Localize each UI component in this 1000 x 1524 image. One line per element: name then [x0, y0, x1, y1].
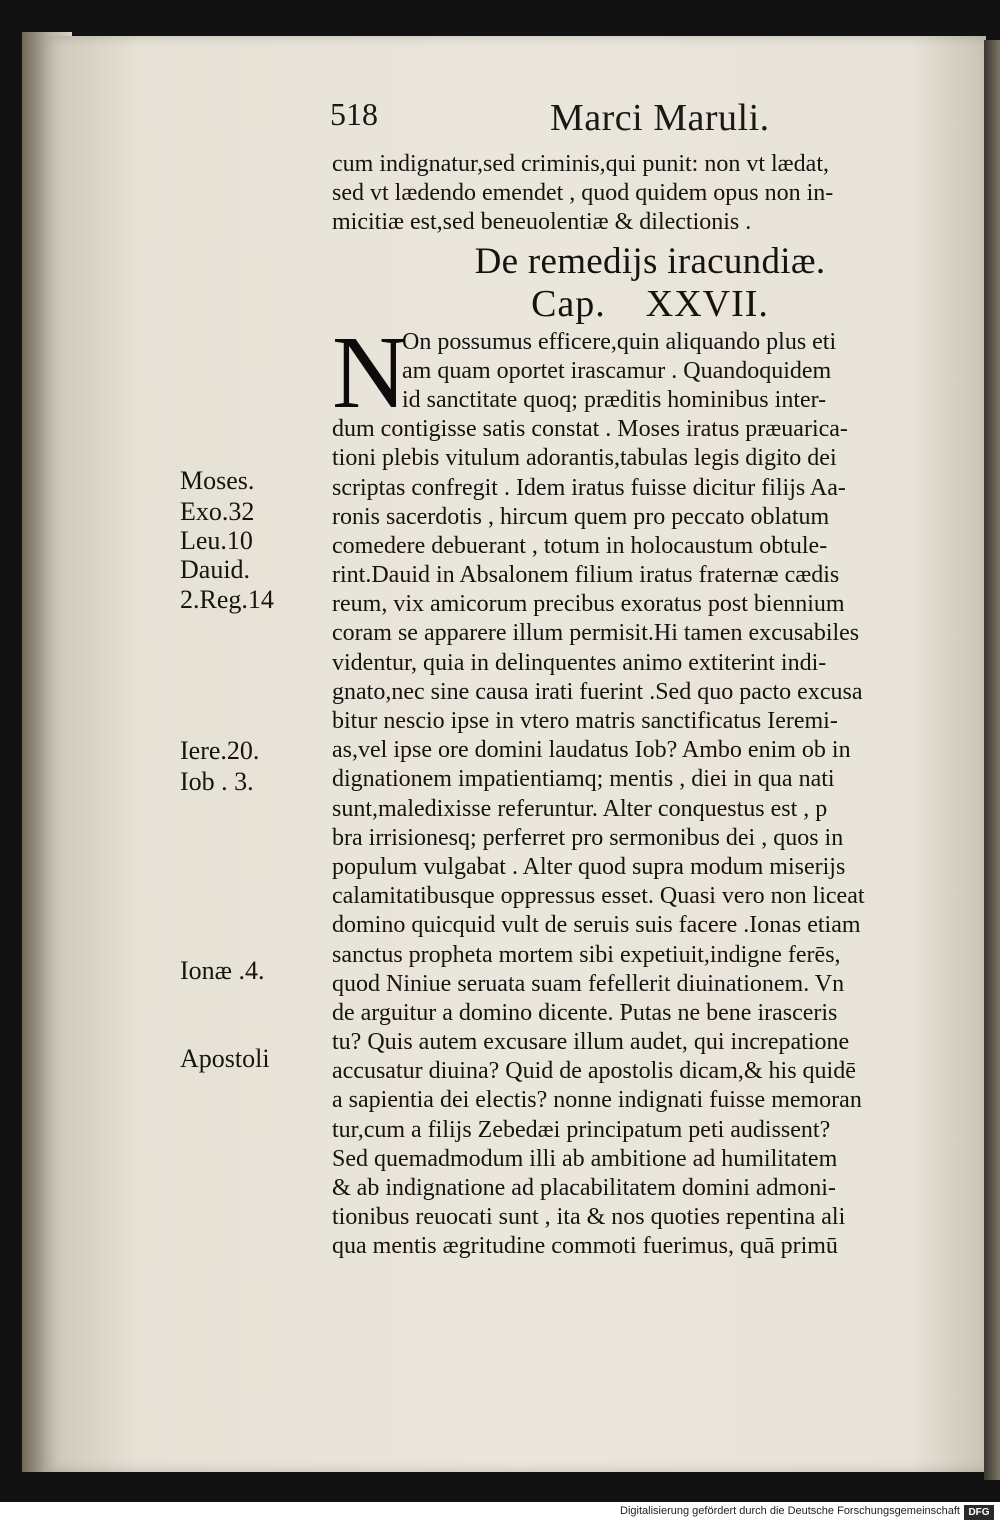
text-line: am quam oportet irascamur . Quandoquidem: [402, 357, 832, 384]
text-line: rint.Dauid in Absalonem filium iratus fraternæ cædis: [332, 562, 840, 589]
text-line: gnato,nec sine causa irati fuerint .Sed quo pacto excusa: [332, 678, 863, 705]
drop-cap: N: [332, 314, 408, 430]
margin-note: Apostoli: [180, 1044, 270, 1073]
text-line: scriptas confregit . Idem iratus fuisse dicitur filijs Aa-: [332, 474, 846, 501]
text-line: coram se apparere illum permisit.Hi tamen excusabiles: [332, 620, 860, 647]
text-line: & ab indignatione ad placabilitatem domini admoni-: [332, 1175, 836, 1201]
text-line: tur,cum a filijs Zebedæi principatum peti audissent?: [332, 1116, 831, 1143]
margin-note: Exo.32: [180, 497, 255, 526]
page-number: 518: [330, 96, 378, 132]
margin-note: 2.Reg.14: [180, 585, 274, 614]
chapter-title: De remedijs iracundiæ.: [474, 240, 826, 282]
text-line: domino quicquid vult de seruis suis facere .Ionas etiam: [332, 912, 861, 939]
chapter-number: XXVII.: [645, 282, 769, 325]
text-line: bra irrisionesq; perferret pro sermonibus dei , quos in: [332, 824, 844, 851]
text-line: calamitatibusque oppressus esset. Quasi vero non liceat: [332, 883, 865, 910]
text-line: de arguitur a domino dicente. Putas ne bene irasceris: [332, 999, 838, 1026]
text-line: On possumus efficere,quin aliquando plus eti: [402, 328, 837, 355]
margin-note: Iob . 3.: [180, 767, 254, 796]
text-line: videntur, quia in delinquentes animo extiterint indi-: [332, 649, 827, 676]
continuation-text: [332, 150, 968, 238]
chapter-heading: [332, 282, 968, 326]
text-line: reum, vix amicorum precibus exoratus post biennium: [332, 591, 845, 618]
text-line: ronis sacerdotis , hircum quem pro peccato oblatum: [332, 503, 830, 530]
text-line: quod Niniue seruata suam fefellerit diuinationem. Vn: [332, 970, 845, 997]
text-line: bitur nescio ipse in vtero matris sanctificatus Ieremi-: [332, 708, 838, 734]
text-line: accusatur diuina? Quid de apostolis dicam,& his quidē: [332, 1058, 856, 1085]
text-line: cum indignatur,sed criminis,qui punit: non vt lædat,: [332, 151, 829, 177]
text-line: tionibus reuocati sunt , ita & nos quoties repentina ali: [332, 1204, 846, 1231]
footer-credit: Digitalisierung gefördert durch die Deutsche Forschungsgemeinschaft: [620, 1505, 960, 1517]
dfg-logo: DFG: [964, 1505, 994, 1520]
chapter-label: Cap.: [531, 282, 606, 325]
margin-note: Moses.: [180, 466, 255, 495]
text-line: tu? Quis autem excusare illum audet, qui increpatione: [332, 1029, 850, 1056]
text-line: a sapientia dei electis? nonne indignati fuisse memoran: [332, 1087, 862, 1114]
margin-note: Leu.10: [180, 526, 253, 555]
margin-note: Dauid.: [180, 555, 251, 584]
margin-note: Ionæ .4.: [180, 956, 265, 985]
text-line: qua mentis ægritudine commoti fuerimus, quā primū: [332, 1233, 838, 1260]
text-line: populum vulgabat . Alter quod supra modum miserijs: [332, 853, 846, 880]
text-line: dignationem impatientiamq; mentis , diei in qua nati: [332, 766, 835, 793]
main-text: [332, 150, 968, 1262]
running-head: Marci Maruli.: [550, 97, 770, 139]
text-line: Sed quemadmodum illi ab ambitione ad humilitatem: [332, 1145, 838, 1172]
text-line: micitiæ est,sed beneuolentiæ & dilectionis .: [332, 209, 752, 236]
footer-bar: [0, 1502, 1000, 1524]
text-line: dum contigisse satis constat . Moses iratus præuarica-: [332, 416, 848, 443]
book-spine-shadow: [984, 40, 1000, 1480]
margin-note: Iere.20.: [180, 736, 260, 765]
text-line: sanctus propheta mortem sibi expetiuit,indigne ferēs,: [332, 941, 841, 968]
text-line: sed vt lædendo emendet , quod quidem opus non in-: [332, 180, 834, 207]
text-line: tioni plebis vitulum adorantis,tabulas legis digito dei: [332, 445, 837, 472]
text-line: as,vel ipse ore domini laudatus Iob? Ambo enim ob in: [332, 737, 851, 764]
text-line: sunt,maledixisse referuntur. Alter conquestus est , p: [332, 795, 828, 822]
chapter-paragraph: [332, 314, 968, 1262]
text-line: id sanctitate quoq; præditis hominibus inter-: [402, 386, 827, 413]
text-line: comedere debuerant , totum in holocaustum obtule-: [332, 532, 828, 559]
